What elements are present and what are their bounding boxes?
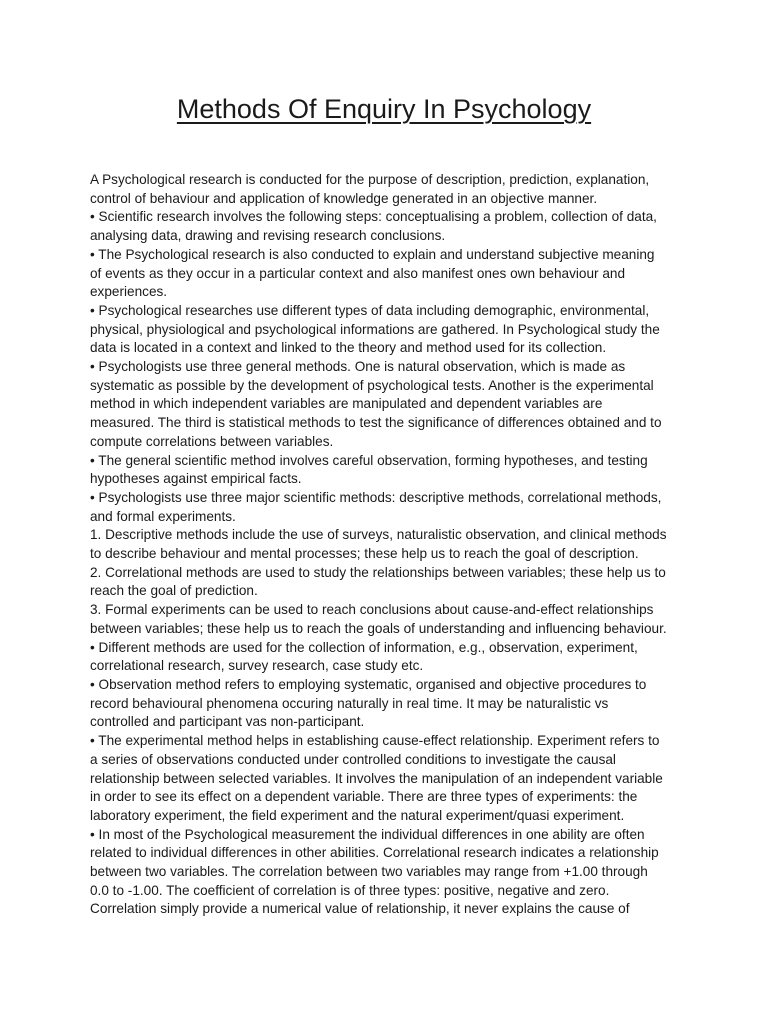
text-line: reach the goal of prediction. [90, 583, 258, 599]
text-line: A Psychological research is conducted for the purpose of description, prediction, explanation, [90, 172, 650, 187]
text-line: between two variables. The correlation between two variables may range from +1.00 through [90, 864, 648, 880]
text-line: hypotheses against empirical facts. [90, 471, 302, 487]
text-line: correlational research, survey research, case study etc. [90, 658, 424, 674]
text-line: analysing data, drawing and revising research conclusions. [90, 228, 446, 244]
text-line: data is located in a context and linked to the theory and method used for its collection. [90, 340, 607, 356]
text-line: 1. Descriptive methods include the use of surveys, naturalistic observation, and clinical methods [90, 527, 667, 543]
text-line: related to individual differences in other abilities. Correlational research indicates a relationship [90, 845, 659, 861]
text-line: • In most of the Psychological measurement the individual differences in one ability are often [90, 826, 645, 842]
text-line: relationship between selected variables. It involves the manipulation of an independent variable [90, 770, 663, 786]
text-line: experiences. [90, 284, 168, 300]
text-line: • The experimental method helps in establishing cause-effect relationship. Experiment refers to [90, 733, 660, 749]
document-body [90, 171, 690, 919]
text-line: • Psychologists use three general methods. One is natural observation, which is made as [90, 359, 626, 375]
text-line: to describe behaviour and mental processes; these help us to reach the goal of description. [90, 546, 639, 562]
text-line: and formal experiments. [90, 508, 236, 524]
text-line: 3. Formal experiments can be used to reach conclusions about cause-and-effect relationships [90, 602, 654, 618]
text-line: measured. The third is statistical methods to test the significance of differences obtained and to [90, 415, 662, 431]
text-line: • The general scientific method involves careful observation, forming hypotheses, and testing [90, 452, 648, 468]
text-line: record behavioural phenomena occuring naturally in real time. It may be naturalistic vs [90, 695, 609, 711]
text-line: method in which independent variables are manipulated and dependent variables are [90, 396, 603, 412]
text-line: physical, physiological and psychological informations are gathered. In Psychological study the [90, 321, 660, 337]
text-line: between variables; these help us to reach the goals of understanding and influencing behaviour. [90, 620, 667, 636]
text-line: laboratory experiment, the field experiment and the natural experiment/quasi experiment. [90, 807, 625, 823]
text-line: controlled and participant vas non-participant. [90, 714, 365, 730]
text-line: • Different methods are used for the collection of information, e.g., observation, experiment, [90, 639, 638, 655]
text-line: • Psychologists use three major scientific methods: descriptive methods, correlational methods, [90, 489, 662, 505]
text-line: control of behaviour and application of knowledge generated in an objective manner. [90, 190, 598, 206]
text-line: of events as they occur in a particular context and also manifest ones own behaviour and [90, 265, 626, 281]
text-line: systematic as possible by the development of psychological tests. Another is the experimental [90, 377, 654, 393]
text-line: a series of observations conducted under controlled conditions to investigate the causal [90, 751, 616, 767]
text-line: • The Psychological research is also conducted to explain and understand subjective meaning [90, 246, 655, 262]
text-line: Correlation simply provide a numerical value of relationship, it never explains the cause of [90, 901, 630, 917]
text-line: • Psychological researches use different types of data including demographic, environmental, [90, 302, 650, 318]
text-line: in order to see its effect on a dependent variable. There are three types of experiments: the [90, 789, 638, 805]
text-line: 0.0 to -1.00. The coefficient of correlation is of three types: positive, negative and zero. [90, 882, 610, 898]
text-line: • Scientific research involves the following steps: conceptualising a problem, collection of data, [90, 209, 657, 225]
text-line: 2. Correlational methods are used to study the relationships between variables; these help us to [90, 564, 666, 580]
page-title: Methods Of Enquiry In Psychology [176, 94, 592, 124]
text-line: • Observation method refers to employing systematic, organised and objective procedures to [90, 676, 647, 692]
text-line: compute correlations between variables. [90, 433, 334, 449]
